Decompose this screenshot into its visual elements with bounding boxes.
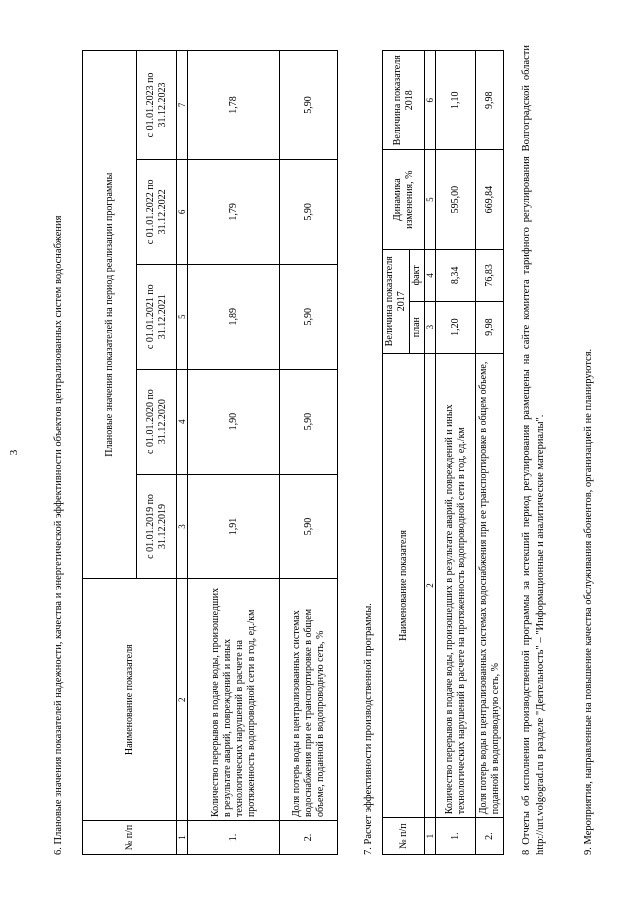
row-value: 1,78 <box>188 51 280 160</box>
index-cell: 2 <box>425 353 436 818</box>
page-number: 3 <box>8 449 20 456</box>
row-value: 1,90 <box>188 369 280 474</box>
row-value: 5,90 <box>280 474 338 579</box>
row-num: 2. <box>280 821 338 855</box>
period-header: с 01.01.2020 по 31.12.2020 <box>137 369 177 474</box>
index-cell: 3 <box>177 474 188 579</box>
col-name-header: Наименование показателя <box>83 579 177 821</box>
index-cell: 7 <box>177 51 188 160</box>
index-cell: 6 <box>177 159 188 264</box>
index-cell: 5 <box>425 150 436 249</box>
index-cell: 6 <box>425 51 436 150</box>
period-header: с 01.01.2019 по 31.12.2019 <box>137 474 177 579</box>
index-cell: 4 <box>177 369 188 474</box>
col-fact-header: факт <box>410 249 425 301</box>
planned-indicators-table <box>82 50 338 855</box>
row-plan: 1,20 <box>436 301 476 353</box>
table-row <box>280 51 338 855</box>
row-num: 1. <box>436 818 476 855</box>
efficiency-table <box>382 50 504 855</box>
row-dynamics: 669,84 <box>476 150 504 249</box>
row-value: 5,90 <box>280 369 338 474</box>
row-fact: 76,83 <box>476 249 504 301</box>
table-row <box>436 51 476 855</box>
index-cell: 4 <box>425 249 436 301</box>
row-value: 5,90 <box>280 51 338 160</box>
row-num: 1. <box>188 821 280 855</box>
table-row <box>188 51 280 855</box>
col-plan-header: план <box>410 301 425 353</box>
row-value2018: 9,98 <box>476 51 504 150</box>
col-value2018-header: Величина показателя 2018 <box>383 51 425 150</box>
index-cell: 1 <box>425 818 436 855</box>
col-num-header: № п/п <box>83 821 177 855</box>
col-num-header: № п/п <box>383 818 425 855</box>
row-name: Доля потерь воды в централизованных системах водоснабжения при ее транспортировке в общем объеме, поданной в водопроводную сеть, % <box>476 353 504 818</box>
row-fact: 8,34 <box>436 249 476 301</box>
section-6-heading: 6. Плановые значения показателей надежности, качества и энергетической эффективности объектов централизованных систем водоснабжения <box>53 215 64 855</box>
index-cell: 3 <box>425 301 436 353</box>
col-name-header: Наименование показателя <box>383 353 425 818</box>
row-name: Количество перерывов в подаче воды, произошедших в результате аварий, повреждений и иных технологических нарушений в расчете на протяженность водопроводной сети в год, ед./км <box>436 353 476 818</box>
section-8-text: 8 Отчеты об исполнении производственной программы за истекший период регулирования размещены на сайте комитета тарифного регулирования Волгоградской области http://urt.volgograd.ru в разделе "Деятельность" – "Информационные и аналитические материалы". <box>521 45 546 855</box>
row-num: 2. <box>476 818 504 855</box>
period-header: с 01.01.2021 по 31.12.2021 <box>137 264 177 369</box>
section-9-text: 9. Мероприятия, направленные на повышение качества обслуживания абонентов, организацией не планируются. <box>583 348 594 855</box>
row-name: Количество перерывов в подаче воды, произошедших в результате аварий, повреждений и иных технологических нарушений в расчете на протяженность водопроводной сети в год, ед./км <box>188 579 280 821</box>
row-dynamics: 595,00 <box>436 150 476 249</box>
row-value: 1,89 <box>188 264 280 369</box>
row-value: 5,90 <box>280 264 338 369</box>
row-value: 1,79 <box>188 159 280 264</box>
row-value2018: 1,10 <box>436 51 476 150</box>
col-dynamics-header: Динамика изменения, % <box>383 150 425 249</box>
row-value: 1,91 <box>188 474 280 579</box>
index-cell: 2 <box>177 579 188 821</box>
index-cell: 5 <box>177 264 188 369</box>
period-header: с 01.01.2022 по 31.12.2022 <box>137 159 177 264</box>
index-cell: 1 <box>177 821 188 855</box>
col-value2017-header: Величина показателя 2017 <box>383 249 410 353</box>
col-plan-header: Плановые значения показателей на период реализации программы <box>83 51 137 579</box>
section-7-heading: 7. Расчет эффективности производственной программы. <box>363 603 374 855</box>
period-header: с 01.01.2023 по 31.12.2023 <box>137 51 177 160</box>
row-plan: 9,98 <box>476 301 504 353</box>
row-value: 5,90 <box>280 159 338 264</box>
row-name: Доля потерь воды в централизованных системах водоснабжения при ее транспортировке в общем объеме, поданной в водопроводную сеть, % <box>280 579 338 821</box>
table-row <box>476 51 504 855</box>
